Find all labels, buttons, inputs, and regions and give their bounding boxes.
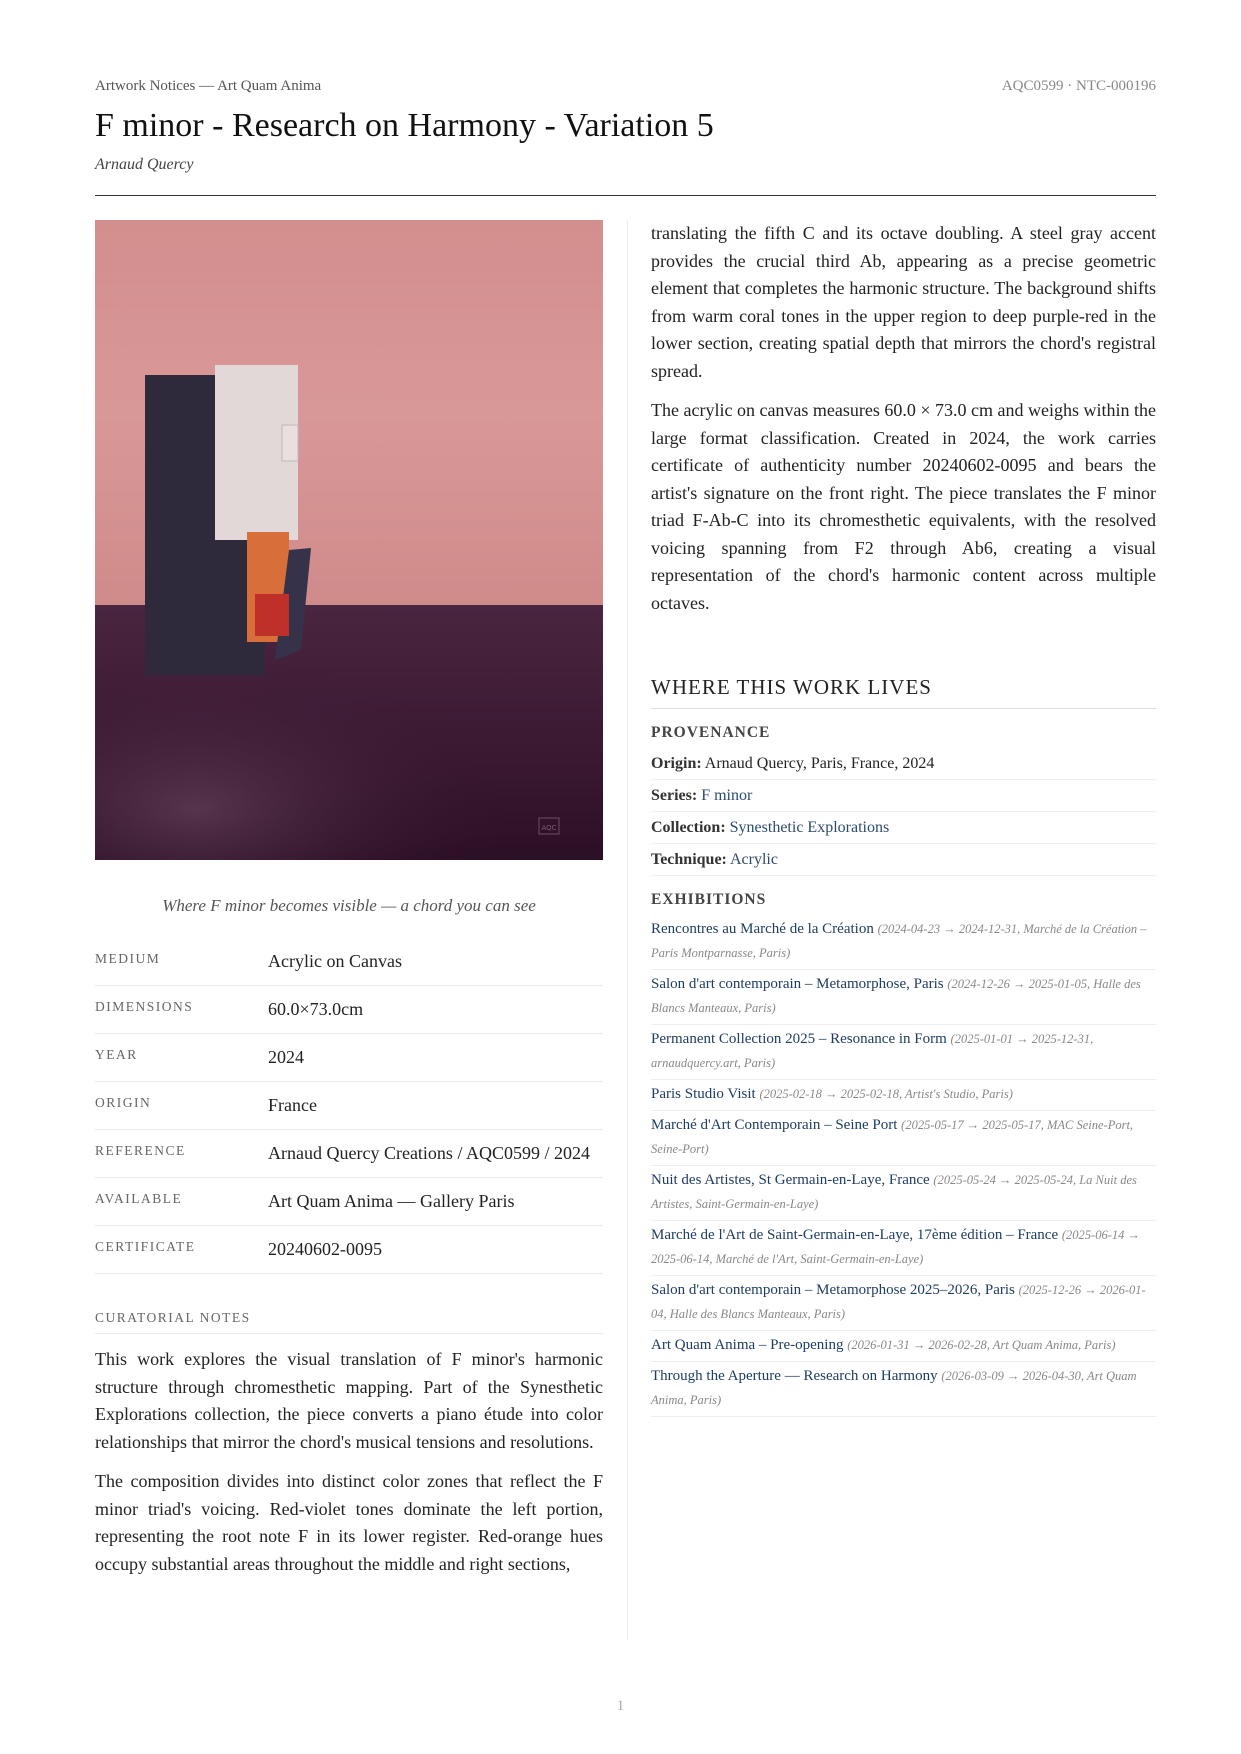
exhibition-detail: (2026-01-31 → 2026-02-28, Art Quam Anima, Paris)	[847, 1338, 1116, 1352]
exhibitions-list	[651, 915, 1156, 1417]
exhibition-link[interactable]: Salon d'art contemporain – Metamorphose 2025–2026, Paris	[651, 1282, 1015, 1298]
exhibitions-heading: EXHIBITIONS	[651, 891, 767, 908]
fact-row	[95, 1034, 603, 1082]
exhibition-item	[651, 1080, 1156, 1111]
image-caption: Where F minor becomes visible — a chord you can see	[162, 896, 536, 915]
provenance-technique	[651, 844, 1156, 876]
fact-label: REFERENCE	[95, 1143, 186, 1158]
fact-row	[95, 1226, 603, 1274]
exhibition-link[interactable]: Paris Studio Visit	[651, 1086, 756, 1102]
exhibition-detail: (2025-05-17 → 2025-05-17, MAC Seine-Port, Seine-Port)	[651, 1118, 1134, 1156]
fact-row	[95, 938, 603, 986]
fact-row	[95, 986, 603, 1034]
exhibition-item	[651, 1111, 1156, 1166]
exhibition-detail: (2025-02-18 → 2025-02-18, Artist's Studio, Paris)	[759, 1087, 1013, 1101]
red-shape	[255, 594, 289, 636]
curatorial-paragraph: translating the fifth C and its octave doubling. A steel gray accent provides the crucial third Ab, appearing as a precise geometric element that completes the harmonic structure. The background shifts from warm coral tones in the upper region to deep purple-red in the lower section, creating spatial depth that mirrors the chord's registral spread.	[651, 223, 1156, 381]
provenance-collection	[651, 812, 1156, 844]
provenance-origin	[651, 748, 1156, 780]
exhibition-detail: (2025-01-01 → 2025-12-31, arnaudquercy.art, Paris)	[651, 1032, 1094, 1070]
exhibition-item	[651, 915, 1156, 970]
fact-label: YEAR	[95, 1047, 138, 1062]
fact-value: Art Quam Anima — Gallery Paris	[268, 1191, 515, 1211]
curatorial-paragraph: The composition divides into distinct color zones that reflect the F minor triad's voicing. Red-violet tones dominate the left portion, representing the root note F in its lower register. Red-orange hues occupy substantial areas throughout the middle and right sections,	[95, 1471, 603, 1574]
fact-label: ORIGIN	[95, 1095, 152, 1110]
where-heading: WHERE THIS WORK LIVES	[651, 675, 1156, 709]
fact-row	[95, 1082, 603, 1130]
exhibition-link[interactable]: Art Quam Anima – Pre-opening	[651, 1337, 844, 1353]
fact-value: France	[268, 1095, 317, 1115]
header-divider	[95, 195, 1156, 196]
exhibition-detail: (2025-06-14 → 2025-06-14, Marché de l'Art, Saint-Germain-en-Laye)	[651, 1228, 1140, 1266]
artwork-image	[95, 220, 603, 860]
exhibition-detail: (2025-05-24 → 2025-05-24, La Nuit des Artistes, Saint-Germain-en-Laye)	[651, 1173, 1137, 1211]
left-column	[95, 220, 603, 1578]
series-link[interactable]: F minor	[701, 787, 753, 804]
reference-code: AQC0599 · NTC-000196	[1001, 78, 1156, 94]
exhibition-detail: (2024-12-26 → 2025-01-05, Halle des Blancs Manteaux, Paris)	[651, 977, 1141, 1015]
exhibition-link[interactable]: Marché d'Art Contemporain – Seine Port	[651, 1117, 898, 1133]
provenance-series	[651, 780, 1156, 812]
facts-table	[95, 938, 603, 1274]
technique-link[interactable]: Acrylic	[730, 851, 778, 868]
exhibition-link[interactable]: Through the Aperture — Research on Harmony	[651, 1368, 938, 1384]
fact-value: Acrylic on Canvas	[268, 951, 402, 971]
exhibition-item	[651, 1166, 1156, 1221]
fact-label: CERTIFICATE	[95, 1239, 196, 1254]
provenance-label: Series:	[651, 787, 698, 804]
artist-name: Arnaud Quercy	[95, 156, 194, 173]
right-column	[651, 220, 1156, 1417]
exhibition-link[interactable]: Nuit des Artistes, St Germain-en-Laye, France	[651, 1172, 930, 1188]
exhibition-item	[651, 1221, 1156, 1276]
fact-label: AVAILABLE	[95, 1191, 183, 1206]
exhibition-link[interactable]: Permanent Collection 2025 – Resonance in Form	[651, 1031, 947, 1047]
exhibition-item	[651, 970, 1156, 1025]
fact-row	[95, 1130, 603, 1178]
column-divider	[627, 220, 628, 1640]
curatorial-paragraph: This work explores the visual translation of F minor's harmonic structure through chromesthetic mapping. Part of the Synesthetic Explorations collection, the piece converts a piano étude into color relationships that mirror the chord's musical tensions and resolutions.	[95, 1349, 603, 1452]
exhibition-link[interactable]: Salon d'art contemporain – Metamorphose, Paris	[651, 976, 944, 992]
exhibition-detail: (2026-03-09 → 2026-04-30, Art Quam Anima, Paris)	[651, 1369, 1137, 1407]
fact-value: 60.0×73.0cm	[268, 999, 364, 1019]
provenance-label: Collection:	[651, 819, 726, 836]
curatorial-paragraph: The acrylic on canvas measures 60.0 × 73.0 cm and weighs within the large format classification. Created in 2024, the work carries certificate of authenticity number 20240602-0095 and bears the artist's signature on the front right. The piece translates the F minor triad F-Ab-C into its chromesthetic equivalents, with the resolved voicing spanning from F2 through Ab6, creating a visual representation of the chord's harmonic content across multiple octaves.	[651, 400, 1157, 613]
provenance-label: Technique:	[651, 851, 727, 868]
exhibition-detail: (2024-04-23 → 2024-12-31, Marché de la Création – Paris Montparnasse, Paris)	[651, 922, 1147, 960]
exhibition-link[interactable]: Rencontres au Marché de la Création	[651, 921, 874, 937]
dark-column-shape	[145, 375, 215, 675]
page-number: 1	[616, 1698, 625, 1714]
collection-link[interactable]: Synesthetic Explorations	[729, 819, 890, 836]
exhibition-detail: (2025-12-26 → 2026-01-04, Halle des Blancs Manteaux, Paris)	[651, 1283, 1146, 1321]
exhibition-item	[651, 1331, 1156, 1362]
exhibition-item	[651, 1276, 1156, 1331]
kicker: Artwork Notices — Art Quam Anima	[95, 78, 322, 94]
signature-text: AQC	[541, 824, 557, 832]
artwork-title: F minor - Research on Harmony - Variation 5	[95, 107, 714, 144]
fact-row	[95, 1178, 603, 1226]
fact-value: Arnaud Quercy Creations / AQC0599 / 2024	[268, 1143, 590, 1163]
exhibition-item	[651, 1362, 1156, 1417]
curatorial-heading: CURATORIAL NOTES	[95, 1310, 603, 1334]
provenance-value: Arnaud Quercy, Paris, France, 2024	[704, 755, 935, 772]
fact-label: MEDIUM	[95, 951, 161, 966]
fact-value: 20240602-0095	[268, 1239, 382, 1259]
header-bar	[95, 78, 1156, 95]
exhibition-item	[651, 1025, 1156, 1080]
fact-label: DIMENSIONS	[95, 999, 194, 1014]
provenance-heading: PROVENANCE	[651, 724, 771, 741]
provenance-list	[651, 748, 1156, 876]
exhibition-link[interactable]: Marché de l'Art de Saint-Germain-en-Laye, 17ème édition – France	[651, 1227, 1059, 1243]
provenance-label: Origin:	[651, 755, 702, 772]
fact-value: 2024	[268, 1047, 304, 1067]
